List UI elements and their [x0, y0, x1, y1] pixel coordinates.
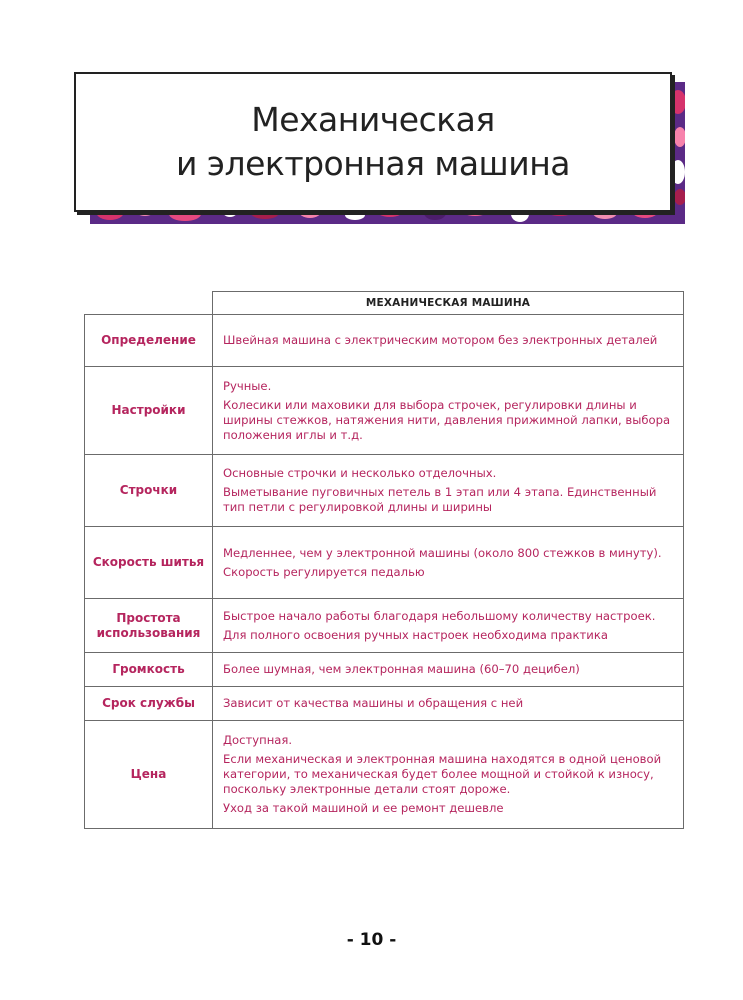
comparison-table — [84, 291, 684, 829]
table-row — [85, 527, 684, 599]
row-text: Быстрое начало работы благодаря небольшому количеству настроек. — [223, 608, 656, 623]
header-empty-cell — [85, 292, 213, 315]
row-label: Срок службы — [85, 687, 213, 721]
row-content — [213, 455, 684, 527]
row-content — [213, 687, 684, 721]
row-text: Если механическая и электронная машина находятся в одной ценовой категории, то механическая будет более мощной и стойкой к износу, поскольку электронные детали стоят дороже. — [223, 752, 662, 796]
row-label: Громкость — [85, 653, 213, 687]
row-text: Ручные. — [223, 378, 272, 393]
page-number: - 10 - — [346, 930, 397, 950]
row-text: Уход за такой машиной и ее ремонт дешевле — [223, 801, 504, 815]
row-content — [213, 367, 684, 455]
table-row — [85, 721, 684, 829]
row-text: Зависит от качества машины и обращения с ней — [223, 696, 524, 710]
table-row — [85, 599, 684, 653]
row-content — [213, 599, 684, 653]
table-row — [85, 367, 684, 455]
row-text: Более шумная, чем электронная машина (60–70 децибел) — [223, 662, 580, 676]
row-text: Доступная. — [223, 733, 293, 747]
row-text: Швейная машина с электрическим мотором без электронных деталей — [223, 333, 658, 347]
row-label: Простота использования — [85, 599, 213, 653]
row-text: Выметывание пуговичных петель в 1 этап или 4 этапа. Единственный тип петли с регулировкой длины и ширины — [223, 485, 657, 514]
row-content — [213, 527, 684, 599]
row-content — [213, 315, 684, 367]
table-row — [85, 315, 684, 367]
row-text: Для полного освоения ручных настроек необходима практика — [223, 627, 608, 642]
column-header: МЕХАНИЧЕСКАЯ МАШИНА — [213, 292, 684, 315]
table-row — [85, 687, 684, 721]
row-content — [213, 721, 684, 829]
row-label: Определение — [85, 315, 213, 367]
row-label: Строчки — [85, 455, 213, 527]
row-label: Цена — [85, 721, 213, 829]
row-text: Колесики или маховики для выбора строчек, регулировки длины и ширины стежков, натяжения нити, давления прижимной лапки, выбора положения иглы и т.д. — [223, 397, 671, 442]
row-text: Медленнее, чем у электронной машины (около 800 стежков в минуту). — [223, 545, 662, 560]
row-label: Настройки — [85, 367, 213, 455]
row-label: Скорость шитья — [85, 527, 213, 599]
title-line-2: и электронная машина — [175, 144, 570, 183]
title-line-1: Механическая — [251, 100, 495, 139]
page-title — [74, 72, 672, 212]
row-text: Скорость регулируется педалью — [223, 564, 425, 579]
row-text: Основные строчки и несколько отделочных. — [223, 466, 497, 480]
table-header-row — [85, 292, 684, 315]
row-content — [213, 653, 684, 687]
table-row — [85, 455, 684, 527]
table-row — [85, 653, 684, 687]
